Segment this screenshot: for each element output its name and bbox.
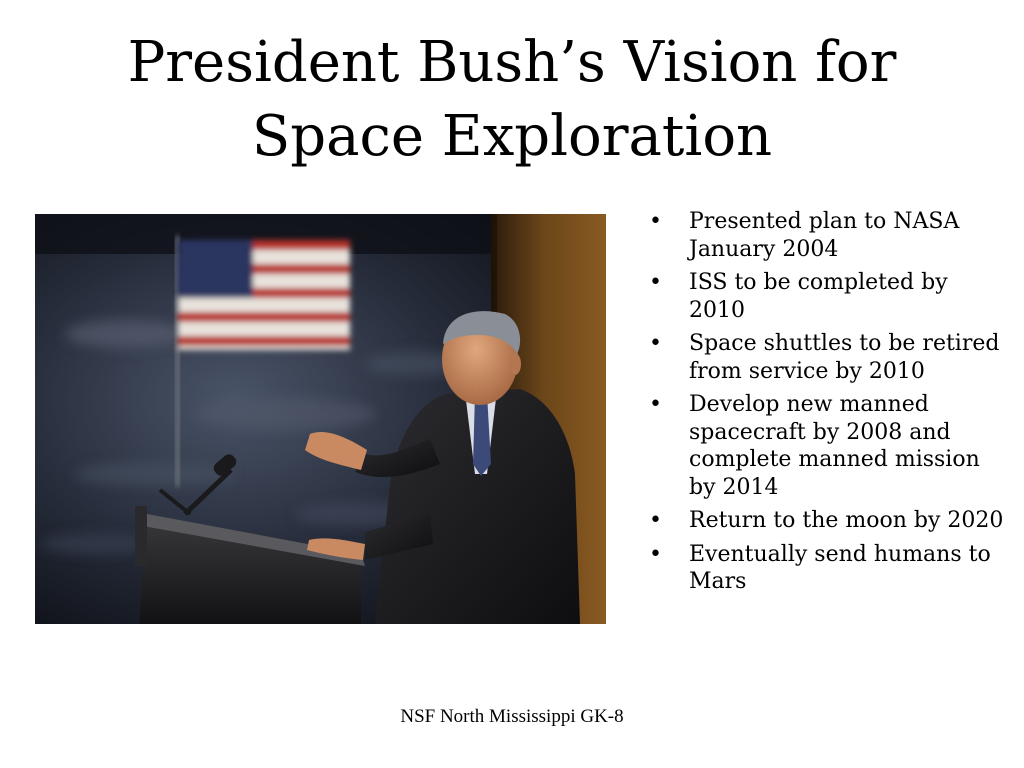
bullet-mark: •	[649, 392, 662, 417]
american-flag-icon	[178, 240, 350, 350]
slide-title	[40, 26, 984, 174]
list-item	[640, 541, 1010, 596]
bullet-text: Space shuttles to be retired from service by 2010	[689, 331, 1000, 384]
bullet-mark: •	[649, 331, 662, 356]
list-item	[640, 208, 1010, 263]
bullet-text: Develop new manned spacecraft by 2008 and complete manned mission by 2014	[689, 392, 980, 500]
list-item	[640, 269, 1010, 324]
slide-title-line-2: Space Exploration	[251, 104, 773, 169]
list-item	[640, 507, 1010, 535]
bullet-list	[640, 208, 1010, 602]
bullet-text: Presented plan to NASA January 2004	[689, 209, 960, 262]
bullet-text: Eventually send humans to Mars	[689, 541, 991, 594]
bullet-mark: •	[649, 508, 662, 533]
slide-footer: NSF North Mississippi GK-8	[400, 706, 624, 727]
bullet-mark: •	[649, 209, 662, 234]
president-at-podium-photo	[35, 214, 606, 624]
list-item	[640, 391, 1010, 501]
list-item	[640, 330, 1010, 385]
slide-title-line-1: President Bush’s Vision for	[127, 30, 897, 95]
bullet-mark: •	[649, 541, 662, 567]
bullet-text: Return to the moon by 2020	[689, 508, 1004, 533]
bullet-mark: •	[649, 270, 662, 295]
bullet-text: ISS to be completed by 2010	[689, 270, 948, 323]
